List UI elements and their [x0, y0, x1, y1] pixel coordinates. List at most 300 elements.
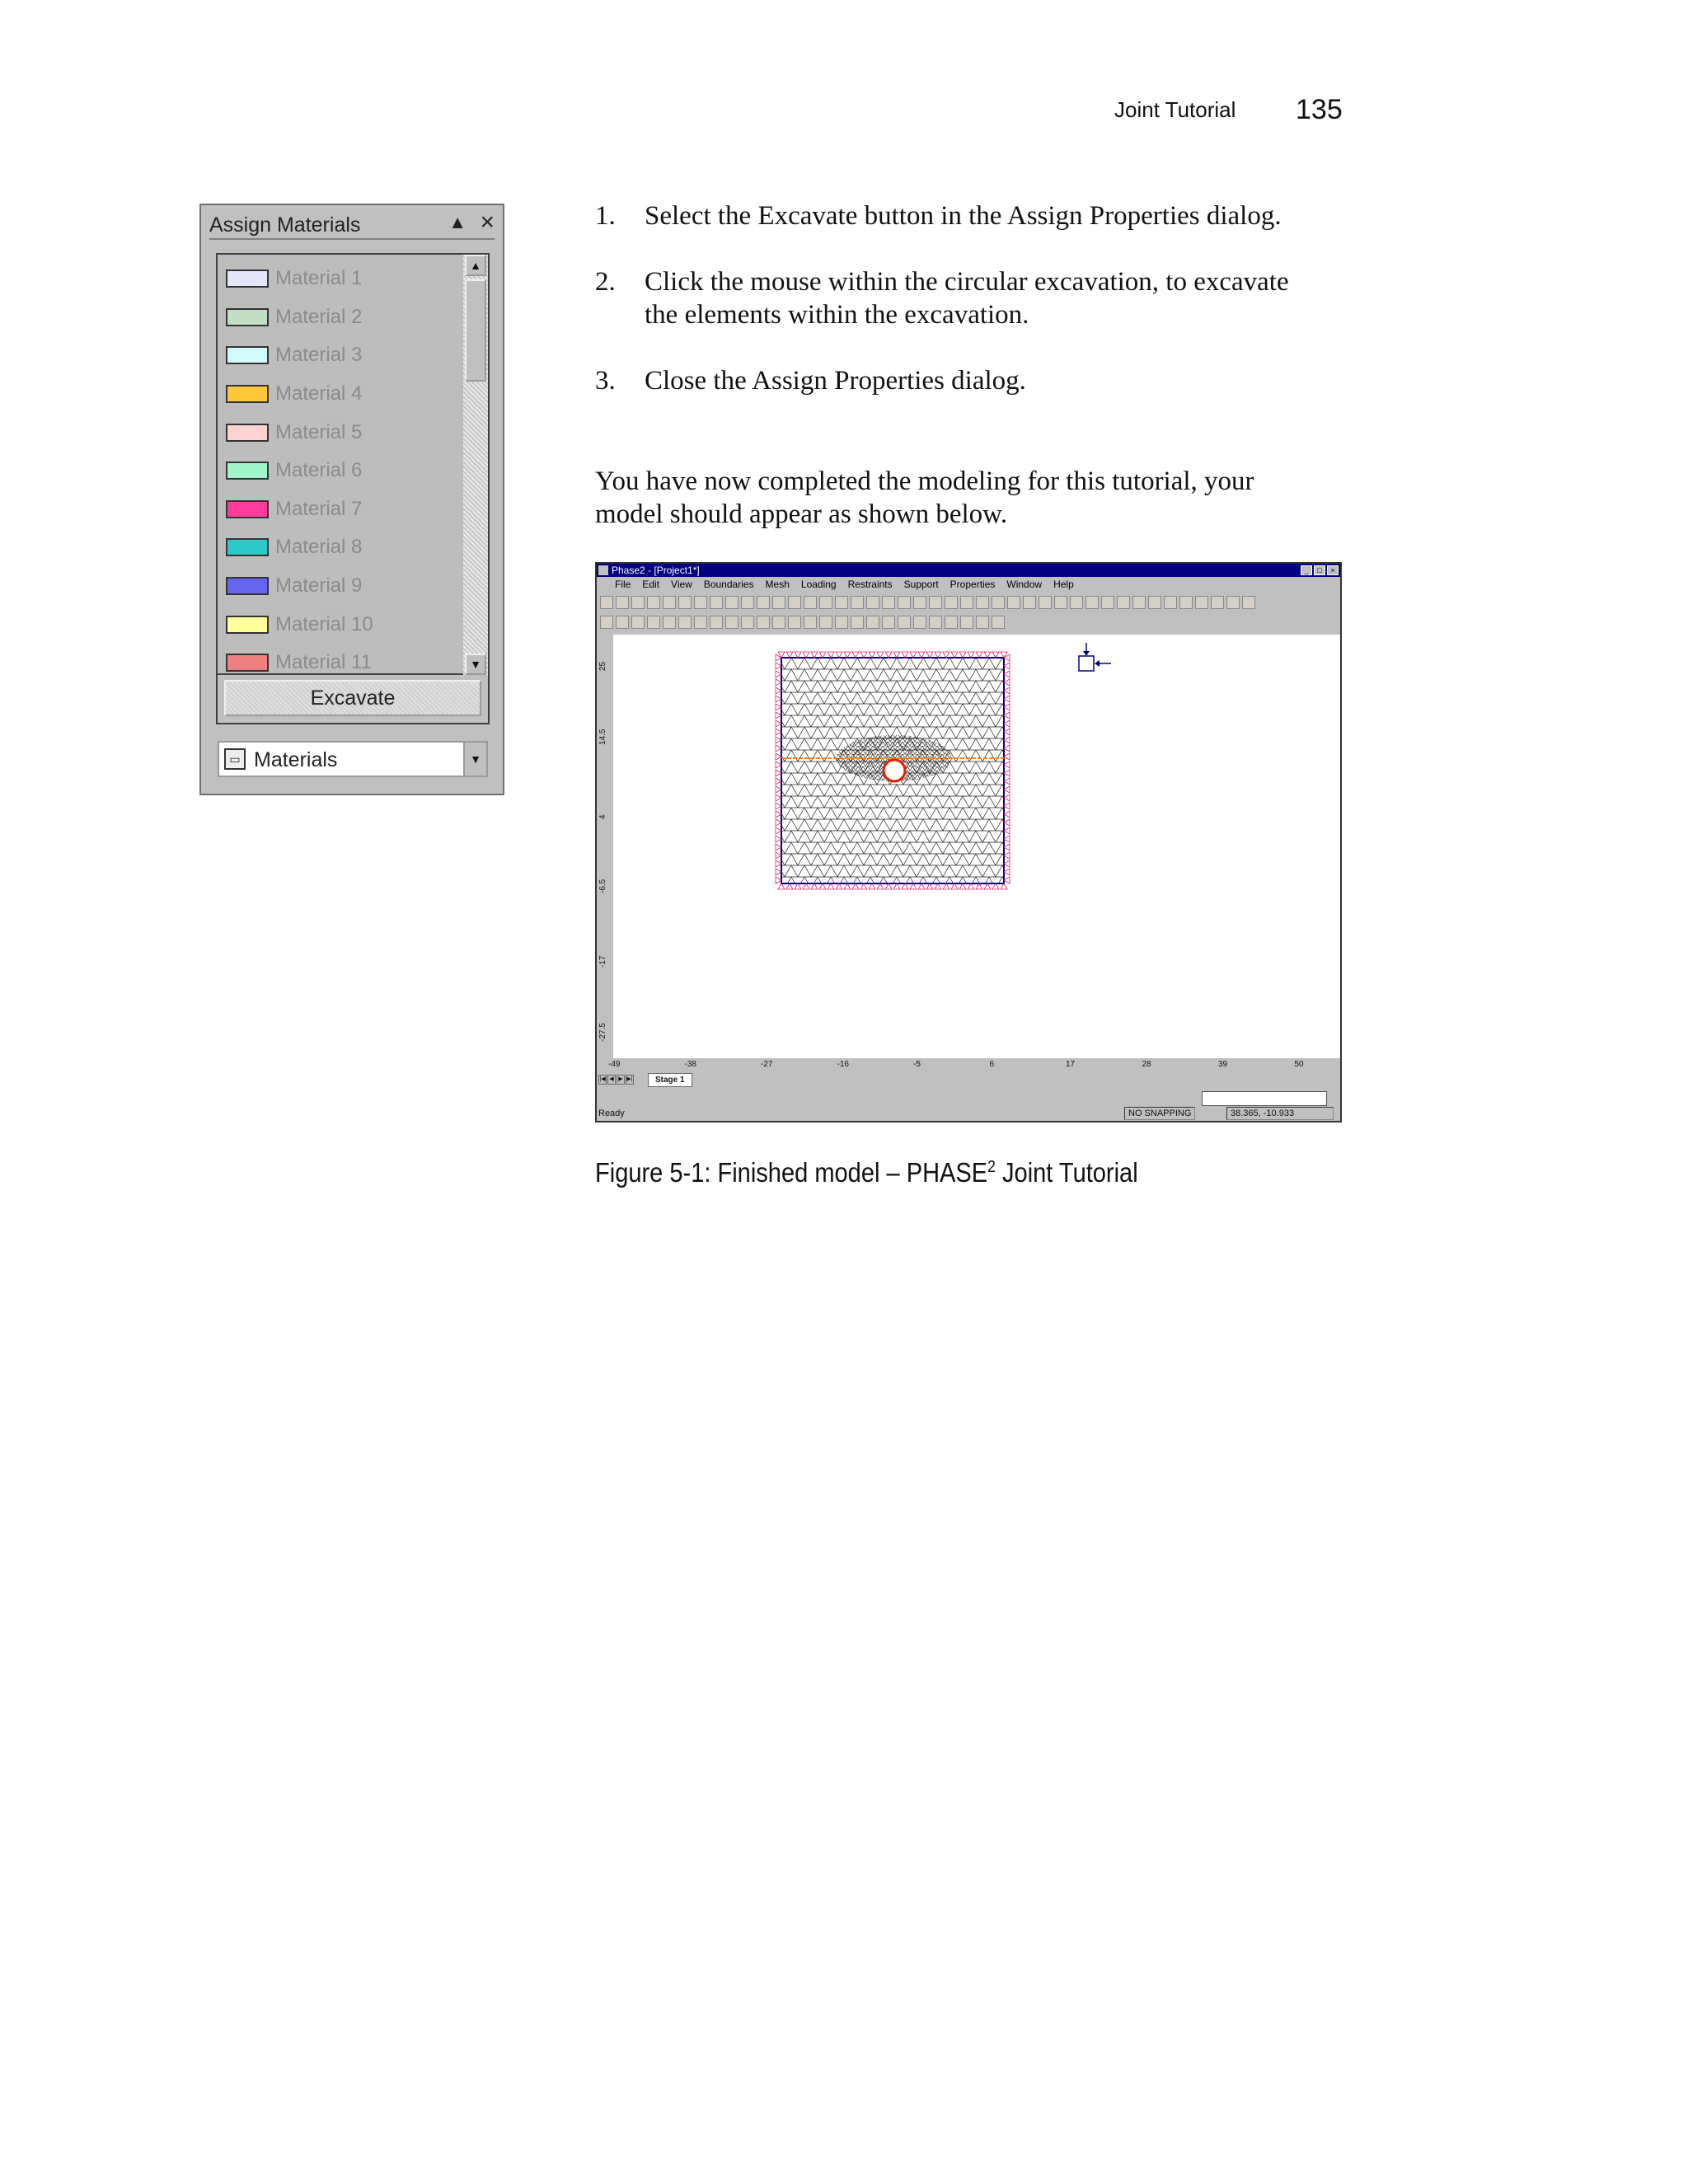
- restraint-icon: [776, 671, 781, 677]
- restraint-icon: [926, 652, 933, 658]
- status-bar: [597, 1106, 1340, 1121]
- restraint-icon: [893, 652, 900, 658]
- scroll-down-icon[interactable]: ▼: [465, 654, 486, 675]
- material-swatch: [226, 462, 269, 480]
- material-item[interactable]: [226, 413, 465, 452]
- toolbar2-button-icon[interactable]: [788, 616, 801, 629]
- minimize-icon[interactable]: _: [1301, 565, 1312, 575]
- restraint-icon: [776, 753, 781, 760]
- restraint-icon: [902, 883, 908, 889]
- restraint-icon: [992, 883, 999, 889]
- restraint-icon: [1004, 720, 1010, 727]
- assign-materials-dialog: [199, 204, 504, 795]
- material-label: Material 9: [275, 574, 363, 598]
- restraint-icon: [844, 652, 851, 658]
- restraint-icon: [803, 652, 809, 658]
- restraint-icon: [959, 883, 966, 889]
- material-label: Material 10: [275, 612, 373, 635]
- material-item[interactable]: [226, 260, 465, 298]
- y-tick-label: -6.5: [598, 879, 607, 893]
- restraint-icon: [844, 883, 851, 889]
- restraint-icon: [836, 883, 842, 889]
- scroll-up-icon[interactable]: ▲: [465, 255, 486, 276]
- restraint-icon: [852, 652, 859, 658]
- toolbar2-button-icon[interactable]: [757, 616, 770, 629]
- restraint-icon: [943, 883, 950, 889]
- material-label: Material 5: [275, 420, 363, 443]
- property-type-value: Materials: [254, 748, 338, 771]
- toolbar-button-icon[interactable]: [898, 596, 911, 609]
- restraint-icon: [984, 652, 991, 658]
- material-swatch: [226, 616, 269, 634]
- restraint-icon: [819, 883, 826, 889]
- toolbar2-button-icon[interactable]: [882, 616, 895, 629]
- restraint-icon: [984, 883, 991, 889]
- toolbar-button-icon[interactable]: [866, 596, 879, 609]
- restraint-icon: [968, 652, 974, 658]
- toolbar2-button-icon[interactable]: [960, 616, 973, 629]
- restraint-icon: [776, 827, 781, 834]
- restraint-icon: [1004, 696, 1010, 702]
- menu-properties[interactable]: Properties: [950, 579, 996, 590]
- toolbar-button-icon[interactable]: [694, 596, 707, 609]
- restraint-icon: [776, 836, 781, 842]
- restraint-icon: [776, 729, 781, 735]
- toolbar-button-icon[interactable]: [819, 596, 832, 609]
- x-ruler: [608, 1058, 1340, 1073]
- restraint-icon: [926, 883, 933, 889]
- restraint-icon: [1004, 844, 1010, 851]
- toolbar2-button-icon[interactable]: [913, 616, 926, 629]
- toolbar2-button-icon[interactable]: [600, 616, 613, 629]
- restraint-icon: [1004, 663, 1010, 669]
- toolbar2-button-icon[interactable]: [631, 616, 645, 629]
- menu-help[interactable]: Help: [1053, 579, 1074, 590]
- step-item: [595, 265, 1320, 331]
- next-stage-icon[interactable]: ▶: [617, 1075, 625, 1085]
- restraint-icon: [1004, 704, 1010, 710]
- y-tick-label: 25: [598, 661, 607, 671]
- restraint-icon: [836, 652, 842, 658]
- toolbar-button-icon[interactable]: [882, 596, 895, 609]
- toolbar-button-icon[interactable]: [1070, 596, 1083, 609]
- restraint-icon: [869, 652, 875, 658]
- restraint-icon: [776, 762, 781, 768]
- material-label: Material 11: [275, 651, 372, 674]
- toolbar-button-icon[interactable]: [1023, 596, 1036, 609]
- restraint-icon: [1004, 778, 1010, 785]
- restraint-icon: [918, 652, 925, 658]
- restraint-icon: [1001, 883, 1007, 889]
- restraint-icon: [959, 652, 966, 658]
- restraint-icon: [819, 652, 826, 658]
- secondary-toolbar: [600, 613, 1337, 631]
- toolbar-button-icon[interactable]: [600, 596, 613, 609]
- restraint-icon: [795, 883, 801, 889]
- restraint-icon: [1004, 671, 1010, 677]
- material-item[interactable]: [226, 605, 465, 644]
- restraint-icon: [776, 794, 781, 801]
- menu-restraints[interactable]: Restraints: [847, 579, 893, 590]
- restraint-icon: [776, 737, 781, 743]
- toolbar-button-icon[interactable]: [616, 596, 629, 609]
- restraint-icon: [1004, 762, 1010, 768]
- restraint-icon: [976, 652, 982, 658]
- material-swatch: [226, 269, 269, 288]
- material-item[interactable]: [226, 298, 465, 337]
- toolbar-button-icon[interactable]: [804, 596, 817, 609]
- y-ruler: [597, 635, 613, 1058]
- toolbar2-button-icon[interactable]: [929, 616, 942, 629]
- restraint-icon: [776, 704, 781, 710]
- closing-paragraph: You have now completed the modeling for this tutorial, your model should appear as shown below.: [595, 466, 1254, 529]
- main-toolbar: [600, 593, 1337, 612]
- toolbar2-button-icon[interactable]: [804, 616, 817, 629]
- status-ready: Ready: [598, 1108, 625, 1118]
- menu-edit[interactable]: Edit: [642, 579, 660, 590]
- x-tick-label: -5: [913, 1060, 921, 1069]
- restraint-icon: [935, 652, 941, 658]
- toolbar-button-icon[interactable]: [788, 596, 801, 609]
- toolbar-button-icon[interactable]: [960, 596, 973, 609]
- restraint-icon: [1004, 836, 1010, 842]
- restraint-icon: [1004, 737, 1010, 743]
- restraint-icon: [776, 679, 781, 686]
- toolbar-button-icon[interactable]: [772, 596, 785, 609]
- material-label: Material 1: [275, 267, 363, 290]
- dialog-title-bar: [209, 210, 495, 240]
- toolbar-button-icon[interactable]: [976, 596, 989, 609]
- toolbar-button-icon[interactable]: [678, 596, 692, 609]
- restraint-icon: [1004, 811, 1010, 818]
- restraint-icon: [910, 883, 917, 889]
- material-swatch: [226, 577, 269, 595]
- material-label: Material 6: [275, 459, 363, 482]
- material-swatch: [226, 346, 269, 364]
- restraint-icon: [902, 652, 908, 658]
- restraint-icon: [776, 877, 781, 883]
- figure-caption: [595, 1157, 1138, 1188]
- toolbar-button-icon[interactable]: [1211, 596, 1224, 609]
- toolbar-button-icon[interactable]: [725, 596, 738, 609]
- restraint-icon: [811, 652, 818, 658]
- restraint-icon: [1001, 652, 1007, 658]
- material-swatch: [226, 538, 269, 556]
- toolbar-button-icon[interactable]: [1179, 596, 1193, 609]
- restraint-icon: [976, 883, 982, 889]
- app-title-bar: [597, 564, 1340, 577]
- restraint-icon: [1004, 679, 1010, 686]
- restraint-icon: [776, 696, 781, 702]
- materials-icon: ▭: [224, 748, 246, 770]
- restraint-icon: [1004, 860, 1010, 867]
- menu-mesh[interactable]: Mesh: [765, 579, 790, 590]
- menu-window[interactable]: Window: [1006, 579, 1043, 590]
- model-drawing: [613, 635, 1340, 1058]
- restraint-icon: [1004, 827, 1010, 834]
- restraint-icon: [776, 663, 781, 669]
- restraint-icon: [778, 652, 785, 658]
- restraint-icon: [776, 778, 781, 785]
- toolbar2-button-icon[interactable]: [741, 616, 754, 629]
- restraint-icon: [1004, 786, 1010, 793]
- toolbar2-button-icon[interactable]: [663, 616, 676, 629]
- close-icon[interactable]: ×: [480, 209, 495, 236]
- material-label: Material 4: [275, 382, 363, 405]
- toolbar-button-icon[interactable]: [1117, 596, 1130, 609]
- material-label: Material 3: [275, 344, 363, 367]
- status-snapping[interactable]: NO SNAPPING: [1124, 1107, 1195, 1120]
- x-tick-label: 28: [1142, 1060, 1151, 1069]
- dialog-title: Assign Materials: [209, 213, 361, 237]
- collapse-arrow-icon[interactable]: ▲: [448, 212, 467, 232]
- restraint-icon: [877, 883, 884, 889]
- toolbar2-button-icon[interactable]: [992, 616, 1005, 629]
- toolbar2-button-icon[interactable]: [772, 616, 785, 629]
- toolbar2-button-icon[interactable]: [647, 616, 660, 629]
- running-header-section: Joint Tutorial: [1114, 97, 1236, 122]
- x-tick-label: 50: [1294, 1060, 1304, 1069]
- toolbar2-button-icon[interactable]: [866, 616, 879, 629]
- excavation-circle: [884, 760, 905, 781]
- toolbar-button-icon[interactable]: [1039, 596, 1052, 609]
- toolbar-button-icon[interactable]: [1164, 596, 1177, 609]
- toolbar-button-icon[interactable]: [1195, 596, 1208, 609]
- toolbar2-button-icon[interactable]: [710, 616, 723, 629]
- toolbar-button-icon[interactable]: [929, 596, 942, 609]
- step-item: [595, 199, 1320, 232]
- toolbar-button-icon[interactable]: [710, 596, 723, 609]
- y-tick-label: -27.5: [598, 1023, 607, 1042]
- caption-suffix: Joint Tutorial: [995, 1157, 1138, 1188]
- toolbar-button-icon[interactable]: [1148, 596, 1161, 609]
- last-stage-icon[interactable]: ▶|: [626, 1075, 634, 1085]
- restraint-icon: [885, 652, 892, 658]
- step-list: [595, 199, 1320, 430]
- x-tick-label: -49: [608, 1060, 621, 1069]
- restraint-icon: [951, 883, 958, 889]
- toolbar2-button-icon[interactable]: [835, 616, 848, 629]
- caption-prefix: Figure 5-1: Finished model – PHASE: [595, 1157, 988, 1188]
- restraint-icon: [811, 883, 818, 889]
- app-title: Phase2 - [Project1*]: [612, 565, 700, 576]
- status-coordinates: 38.365, -10.933: [1226, 1107, 1334, 1120]
- menu-boundaries[interactable]: Boundaries: [703, 579, 754, 590]
- first-stage-icon[interactable]: |◀: [598, 1075, 607, 1085]
- excavate-button[interactable]: Excavate: [224, 680, 481, 716]
- toolbar2-button-icon[interactable]: [616, 616, 629, 629]
- material-swatch: [226, 308, 269, 326]
- restraint-icon: [1004, 654, 1010, 661]
- chevron-down-icon[interactable]: ▼: [463, 743, 486, 776]
- toolbar2-button-icon[interactable]: [678, 616, 692, 629]
- toolbar-button-icon[interactable]: [1226, 596, 1240, 609]
- toolbar-button-icon[interactable]: [631, 596, 645, 609]
- caption-superscript: 2: [987, 1158, 996, 1176]
- material-item[interactable]: [226, 528, 465, 567]
- material-list-box: [216, 253, 490, 675]
- restraint-icon: [776, 745, 781, 752]
- restraint-icon: [795, 652, 801, 658]
- restraint-icon: [778, 883, 785, 889]
- toolbar-button-icon[interactable]: [647, 596, 660, 609]
- toolbar-button-icon[interactable]: [992, 596, 1005, 609]
- y-tick-label: 14.5: [598, 729, 607, 745]
- x-tick-label: 6: [989, 1060, 995, 1069]
- restraint-icon: [935, 883, 941, 889]
- step-item: [595, 364, 1320, 397]
- scroll-thumb[interactable]: [465, 279, 486, 382]
- material-item[interactable]: [226, 336, 465, 375]
- toolbar2-button-icon[interactable]: [851, 616, 864, 629]
- restraint-icon: [1004, 745, 1010, 752]
- restraint-icon: [776, 803, 781, 809]
- property-type-select[interactable]: [218, 741, 488, 777]
- material-label: Material 7: [275, 497, 363, 520]
- restraint-icon: [1004, 770, 1010, 776]
- toolbar-button-icon[interactable]: [1054, 596, 1067, 609]
- material-list-scrollbar[interactable]: [463, 255, 488, 675]
- toolbar-button-icon[interactable]: [1085, 596, 1099, 609]
- step-number: 1.: [595, 201, 616, 231]
- menu-loading[interactable]: Loading: [800, 579, 837, 590]
- restraint-icon: [1004, 852, 1010, 859]
- maximize-icon[interactable]: □: [1314, 565, 1325, 575]
- restraint-icon: [1004, 877, 1010, 883]
- x-tick-label: -27: [761, 1060, 773, 1069]
- toolbar-button-icon[interactable]: [835, 596, 848, 609]
- restraint-icon: [786, 652, 793, 658]
- x-tick-label: -16: [837, 1060, 849, 1069]
- step-text: Close the Assign Properties dialog.: [645, 366, 1026, 396]
- restraint-icon: [1004, 753, 1010, 760]
- close-icon[interactable]: ×: [1327, 565, 1339, 575]
- toolbar-button-icon[interactable]: [1242, 596, 1255, 609]
- x-tick-label: 17: [1066, 1060, 1076, 1069]
- material-label: Material 2: [275, 305, 363, 328]
- restraint-icon: [1004, 712, 1010, 719]
- restraint-icon: [852, 883, 859, 889]
- restraint-icon: [776, 770, 781, 776]
- restraint-icon: [776, 712, 781, 719]
- restraint-icon: [776, 687, 781, 694]
- page-number: 135: [1296, 94, 1343, 125]
- y-tick-label: -17: [598, 955, 607, 968]
- restraint-icon: [968, 883, 974, 889]
- toolbar-button-icon[interactable]: [1101, 596, 1114, 609]
- step-text: Select the Excavate button in the Assign Properties dialog.: [645, 201, 1282, 231]
- material-item[interactable]: [226, 452, 465, 490]
- restraint-icon: [776, 654, 781, 661]
- toolbar-button-icon[interactable]: [913, 596, 926, 609]
- restraint-icon: [828, 883, 834, 889]
- restraint-icon: [951, 652, 958, 658]
- toolbar-button-icon[interactable]: [851, 596, 864, 609]
- toolbar-button-icon[interactable]: [1007, 596, 1020, 609]
- menu-file[interactable]: File: [615, 579, 631, 590]
- restraint-icon: [1004, 819, 1010, 826]
- model-canvas[interactable]: [613, 635, 1340, 1058]
- menu-support[interactable]: Support: [903, 579, 939, 590]
- toolbar2-button-icon[interactable]: [819, 616, 832, 629]
- restraint-icon: [803, 883, 809, 889]
- restraint-icon: [776, 811, 781, 818]
- step-number: 2.: [595, 267, 616, 297]
- material-item[interactable]: [226, 490, 465, 529]
- menu-bar: [597, 577, 1340, 592]
- y-tick-label: 4: [598, 814, 607, 819]
- restraint-icon: [943, 652, 950, 658]
- toolbar2-button-icon[interactable]: [945, 616, 958, 629]
- material-item[interactable]: [226, 567, 465, 606]
- toolbar2-button-icon[interactable]: [898, 616, 911, 629]
- restraint-icon: [877, 652, 884, 658]
- restraint-icon: [869, 883, 875, 889]
- excavate-area: [216, 673, 490, 724]
- material-label: Material 8: [275, 536, 363, 559]
- restraint-icon: [1004, 869, 1010, 875]
- prev-stage-icon[interactable]: ◀: [607, 1075, 616, 1085]
- restraint-icon: [918, 883, 925, 889]
- restraint-icon: [1004, 803, 1010, 809]
- toolbar2-button-icon[interactable]: [725, 616, 738, 629]
- restraint-icon: [776, 860, 781, 867]
- material-swatch: [226, 500, 269, 518]
- toolbar2-button-icon[interactable]: [694, 616, 707, 629]
- axis-indicator-icon: [1079, 643, 1111, 671]
- x-tick-label: 39: [1218, 1060, 1228, 1069]
- toolbar-button-icon[interactable]: [741, 596, 754, 609]
- toolbar-button-icon[interactable]: [945, 596, 958, 609]
- restraint-icon: [860, 883, 867, 889]
- restraint-icon: [776, 786, 781, 793]
- menu-view[interactable]: View: [671, 579, 692, 590]
- toolbar-button-icon[interactable]: [663, 596, 676, 609]
- restraint-icon: [885, 883, 892, 889]
- restraint-icon: [1004, 794, 1010, 801]
- restraint-icon: [776, 869, 781, 875]
- restraint-icon: [1004, 687, 1010, 694]
- restraint-icon: [776, 819, 781, 826]
- restraint-icon: [893, 883, 900, 889]
- restraint-icon: [776, 720, 781, 727]
- material-item[interactable]: [226, 375, 465, 414]
- material-swatch: [226, 385, 269, 403]
- command-field[interactable]: [1202, 1091, 1327, 1106]
- restraint-icon: [776, 844, 781, 851]
- toolbar-button-icon[interactable]: [1132, 596, 1146, 609]
- material-list: [226, 260, 465, 682]
- material-swatch: [226, 654, 269, 672]
- stage-tabs: [597, 1073, 1340, 1086]
- x-tick-label: -38: [684, 1060, 696, 1069]
- restraint-icon: [1004, 729, 1010, 735]
- material-swatch: [226, 424, 269, 442]
- restraint-icon: [992, 652, 999, 658]
- restraint-icon: [776, 852, 781, 859]
- tab-stage-1[interactable]: Stage 1: [648, 1073, 692, 1087]
- restraint-icon: [860, 652, 867, 658]
- restraint-icon: [910, 652, 917, 658]
- restraint-icon: [828, 652, 834, 658]
- phase2-screenshot: [595, 562, 1342, 1122]
- app-icon: [598, 565, 608, 575]
- toolbar2-button-icon[interactable]: [976, 616, 989, 629]
- step-number: 3.: [595, 366, 616, 396]
- restraint-icon: [786, 883, 793, 889]
- toolbar-button-icon[interactable]: [757, 596, 770, 609]
- step-text: Click the mouse within the circular excavation, to excavate the elements within the excavation.: [645, 267, 1289, 330]
